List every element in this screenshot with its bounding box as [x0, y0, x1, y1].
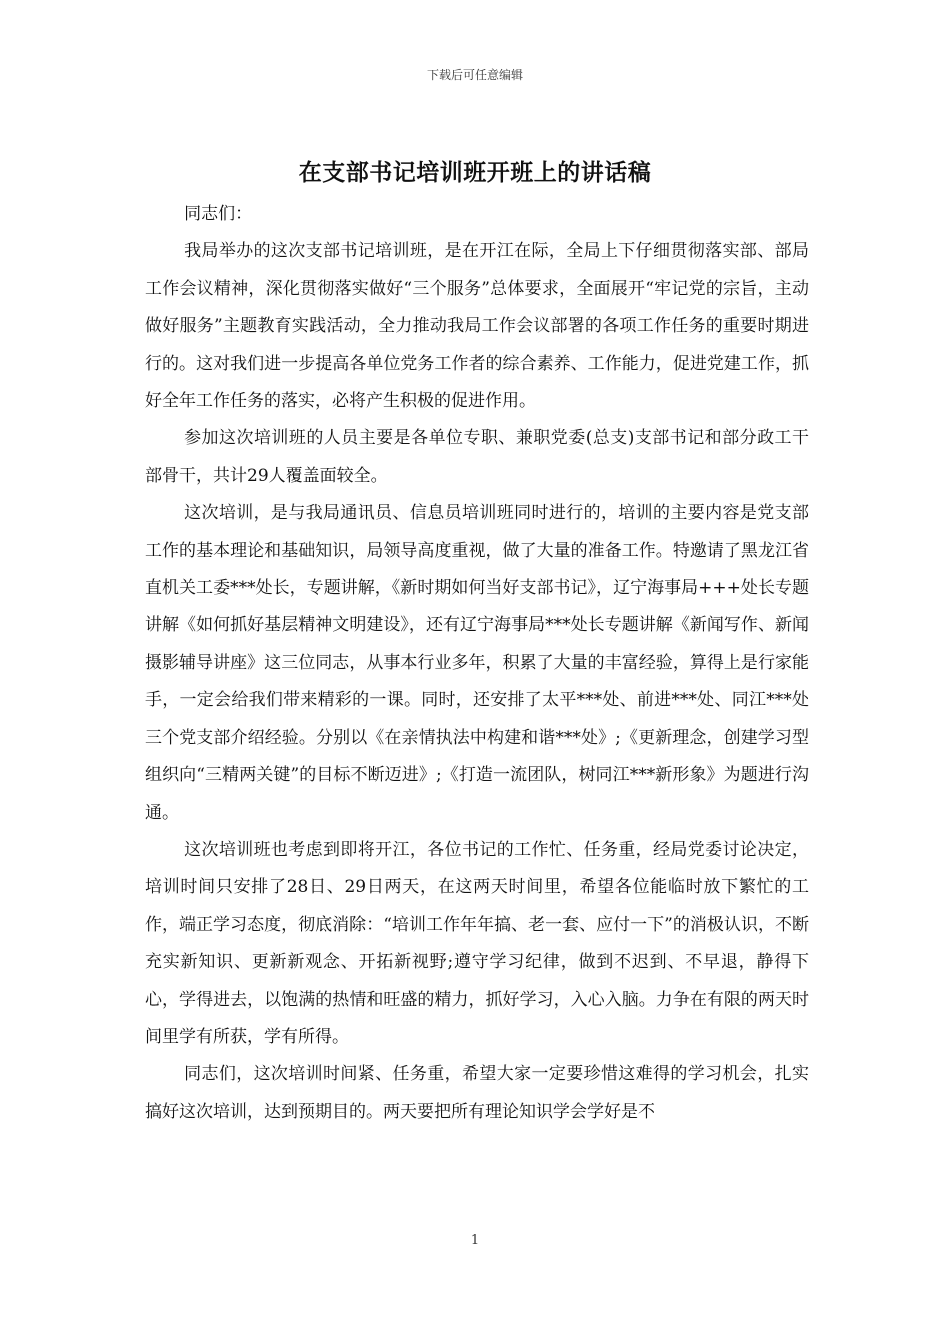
page-number: 1	[470, 1233, 480, 1248]
document-title: 在支部书记培训班开班上的讲话稿	[298, 159, 652, 186]
document-body	[145, 196, 809, 1131]
body-paragraph-5: 同志们，这次培训时间紧、任务重，希望大家一定要珍惜这难得的学习机会，扎实搞好这次培训，达到预期目的。两天要把所有理论知识学会学好是不	[145, 1064, 809, 1122]
body-paragraph-3: 这次培训，是与我局通讯员、信息员培训班同时进行的，培训的主要内容是党支部工作的基本理论和基础知识，局领导高度重视，做了大量的准备工作。特邀请了黑龙江省直机关工委***处长，专题讲解，《新时期如何当好支部书记》，辽宁海事局+++处长专题讲解《如何抓好基层精神文明建设》，还有辽宁海事局***处长专题讲解《新闻写作、新闻摄影辅导讲座》这三位同志，从事本行业多年，积累了大量的丰富经验，算得上是行家能手，一定会给我们带来精彩的一课。同时，还安排了太平***处、前进***处、同江***处三个党支部介绍经验。分别以《在亲情执法中构建和谐***处》;《更新理念，创建学习型组织向“三精两关键”的目标不断迈进》;《打造一流团队，树同江***新形象》为题进行沟通。	[145, 503, 809, 823]
body-paragraph-2: 参加这次培训班的人员主要是各单位专职、兼职党委(总支)支部书记和部分政工干部骨干，共计29人覆盖面较全。	[145, 428, 809, 486]
body-paragraph-1: 我局举办的这次支部书记培训班，是在开江在际，全局上下仔细贯彻落实部、部局工作会议精神，深化贯彻落实做好“三个服务”总体要求，全面展开“牢记党的宗旨，主动做好服务”主题教育实践活动，全力推动我局工作会议部署的各项工作任务的重要时期进行的。这对我们进一步提高各单位党务工作者的综合素养、工作能力，促进党建工作，抓好全年工作任务的落实，必将产生积极的促进作用。	[145, 241, 809, 412]
body-paragraph-4: 这次培训班也考虑到即将开江，各位书记的工作忙、任务重，经局党委讨论决定，培训时间只安排了28日、29日两天，在这两天时间里，希望各位能临时放下繁忙的工作，端正学习态度，彻底消除：“培训工作年年搞、老一套、应付一下”的消极认识，不断充实新知识、更新新观念、开拓新视野;遵守学习纪律，做到不迟到、不早退，静得下心，学得进去，以饱满的热情和旺盛的精力，抓好学习，入心入脑。力争在有限的两天时间里学有所获，学有所得。	[145, 839, 809, 1047]
page-header-note: 下载后可任意编辑	[426, 68, 523, 82]
salutation-paragraph: 同志们：	[184, 204, 253, 224]
